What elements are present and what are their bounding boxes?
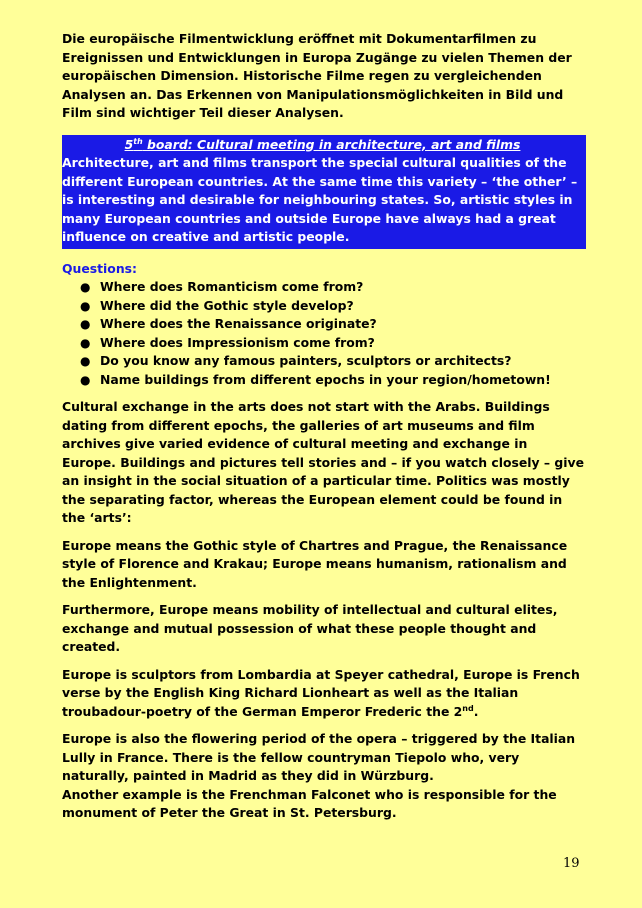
paragraph-sculptors-end: . <box>473 703 479 719</box>
bullet-icon: ● <box>80 317 91 331</box>
question-text: Where does Impressionism come from? <box>100 334 375 350</box>
questions-list <box>62 278 585 389</box>
bullet-icon: ● <box>80 280 91 294</box>
paragraph-sculptors <box>62 666 585 722</box>
question-text: Do you know any famous painters, sculptors or architects? <box>100 353 512 368</box>
paragraph-falconet: Another example is the Frenchman Falconet who is responsible for the monument of Peter the Great in St. Petersburg. <box>62 786 557 820</box>
bullet-icon: ● <box>80 335 91 350</box>
bullet-icon: ● <box>80 372 91 387</box>
board-title-ordinal: th <box>133 136 143 146</box>
intro-paragraph-german: Die europäische Filmentwicklung eröffnet mit Dokumentarfilmen zu Ereignissen und Entwicklungen in Europa Zugänge zu vielen Themen der europäischen Dimension. Historische Filme regen zu vergleichenden Analysen an. Das Erkennen von Manipulationsmöglichkeiten in Bild und Film sind wichtiger Teil dieser Analysen. <box>62 31 572 120</box>
ordinal-suffix: nd <box>462 703 474 713</box>
question-item <box>62 278 585 297</box>
bullet-icon: ● <box>80 354 91 368</box>
question-text: Where does Romanticism come from? <box>100 279 364 294</box>
board-title-text: board: Cultural meeting in architecture, art and films <box>142 136 521 152</box>
paragraph-opera: Europe is also the flowering period of the opera – triggered by the Italian Lully in France. There is the fellow countryman Tiepolo who, very naturally, painted in Madrid as they did in Würzburg. <box>62 731 576 783</box>
paragraph-sculptors-text: Europe is sculptors from Lombardia at Speyer cathedral, Europe is French verse by the English King Richard Lionheart as well as the Italian troubadour-poetry of the German Emperor Frederic the 2 <box>62 666 580 719</box>
board-box <box>62 135 586 249</box>
board-title <box>62 136 583 155</box>
question-text: Name buildings from different epochs in your region/hometown! <box>100 371 551 387</box>
paragraph-gothic: Europe means the Gothic style of Chartres and Prague, the Renaissance style of Florence and Krakau; Europe means humanism, rationalism and the Enlightenment. <box>62 537 568 590</box>
question-text: Where did the Gothic style develop? <box>100 297 354 313</box>
page-content <box>62 30 585 832</box>
bullet-icon: ● <box>80 298 91 313</box>
paragraph-cultural-exchange: Cultural exchange in the arts does not start with the Arabs. Buildings dating from different epochs, the galleries of art museums and film archives give varied evidence of cultural meeting and exchange in Europe. Buildings and pictures tell stories and – if you watch closely – give an insight in the social situation of a particular time. Politics was mostly the separating factor, whereas the European element could be found in the ‘arts’: <box>62 399 585 525</box>
question-item <box>62 334 585 353</box>
paragraph-mobility: Furthermore, Europe means mobility of intellectual and cultural elites, exchange and mutual possession of what these people thought and created. <box>62 602 558 654</box>
question-text: Where does the Renaissance originate? <box>100 316 377 331</box>
questions-heading: Questions: <box>62 260 137 276</box>
question-item <box>62 315 585 334</box>
board-title-number: 5 <box>124 136 134 152</box>
question-item <box>62 297 585 316</box>
question-item <box>62 352 585 371</box>
page-number: 19 <box>563 856 580 871</box>
question-item <box>62 371 585 390</box>
board-text: Architecture, art and films transport the special cultural qualities of the different European countries. At the same time this variety – ‘the other’ – is interesting and desirable for neighbouring states. So, artistic styles in many European countries and outside Europe have always had a great influence on creative and artistic people. <box>62 155 578 244</box>
